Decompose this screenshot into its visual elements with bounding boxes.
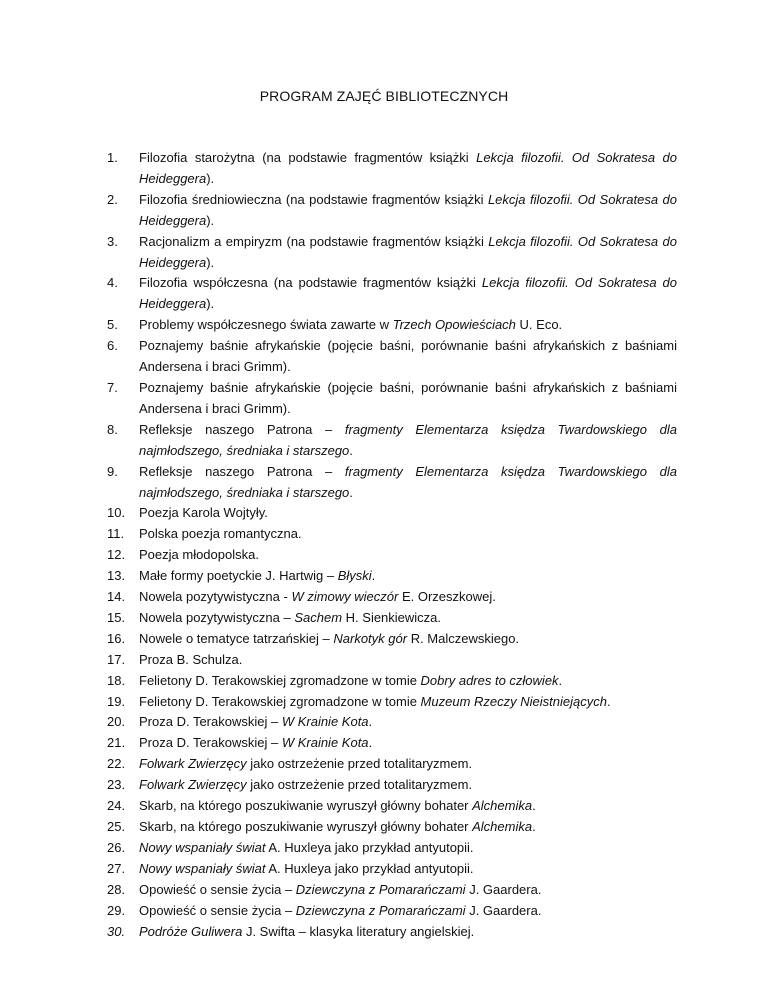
item-text: Polska poezja romantyczna. <box>139 526 302 542</box>
list-item <box>107 901 677 922</box>
list-item <box>107 148 677 190</box>
item-number: 27. <box>107 860 126 876</box>
item-number: 15. <box>107 609 126 625</box>
item-number: 7. <box>107 379 118 395</box>
list-item <box>107 796 677 817</box>
item-text: Filozofia współczesna (na podstawie fragmentów książki <box>139 275 482 291</box>
item-number: 17. <box>107 651 126 667</box>
item-number: 22. <box>107 756 126 772</box>
list-item <box>107 922 677 943</box>
item-number: 9. <box>107 463 118 479</box>
item-text: Poznajemy baśnie afrykańskie (pojęcie baśni, porównanie baśni afrykańskich z baśniami Andersena i braci Grimm). <box>139 338 677 375</box>
list-item <box>107 462 677 504</box>
page-title: PROGRAM ZAJĘĆ BIBLIOTECZNYCH <box>259 88 509 104</box>
item-title-text: Folwark Zwierzęcy <box>139 756 247 772</box>
list-item <box>107 608 677 629</box>
item-text: A. Huxleya jako przykład antyutopii. <box>265 860 474 876</box>
item-text: . <box>368 735 373 751</box>
list-item <box>107 190 677 232</box>
item-number: 24. <box>107 798 126 814</box>
item-text: Skarb, na którego poszukiwanie wyruszył główny bohater <box>139 798 473 814</box>
item-title-text: Błyski <box>337 568 372 584</box>
item-text: Opowieść o sensie życia – <box>139 902 296 918</box>
item-title-text: Lekcja filozofii. Od Sokratesa do Heideggera <box>139 150 677 186</box>
item-title-text: Alchemika <box>472 798 533 814</box>
item-text: Filozofia średniowieczna (na podstawie fragmentów książki <box>139 191 488 207</box>
item-text: Problemy współczesnego świata zawarte w <box>139 317 393 333</box>
item-text: jako ostrzeżenie przed totalitaryzmem. <box>246 777 473 793</box>
item-number: 3. <box>107 233 118 249</box>
item-title-text: Nowy wspaniały świat <box>139 839 266 855</box>
list-item <box>107 545 677 566</box>
item-number: 8. <box>107 421 118 437</box>
item-number: 25. <box>107 819 126 834</box>
list-item <box>107 859 677 880</box>
list-item <box>107 503 677 524</box>
item-title-text: fragmenty Elementarza księdza Twardowskiego dla najmłodszego, średniaka i starszego <box>139 463 677 500</box>
list-item <box>107 336 677 378</box>
list-item <box>107 315 677 336</box>
item-text: J. Swifta – klasyka literatury angielskiej. <box>242 923 475 939</box>
item-text: R. Malczewskiego. <box>407 630 520 646</box>
item-text: Poezja Karola Wojtyły. <box>139 505 268 521</box>
item-text: Refleksje naszego Patrona – <box>139 463 345 479</box>
list-item <box>107 775 677 796</box>
item-text: J. Gaardera. <box>465 881 542 897</box>
item-title-text: Lekcja filozofii. Od Sokratesa do Heideggera <box>139 191 677 228</box>
list-item <box>107 650 677 671</box>
item-text: Racjonalizm a empiryzm (na podstawie fragmentów książki <box>139 233 489 249</box>
item-number: 16. <box>107 630 126 646</box>
item-text: J. Gaardera. <box>465 902 542 918</box>
list-item <box>107 232 677 274</box>
item-text: Felietony D. Terakowskiej zgromadzone w tomie <box>139 693 421 709</box>
item-text: ). <box>206 254 215 270</box>
item-text: H. Sienkiewicza. <box>342 609 442 625</box>
item-text: Nowela pozytywistyczna - <box>139 589 292 605</box>
item-title-text: Dziewczyna z Pomarańczami <box>295 881 466 897</box>
item-text: jako ostrzeżenie przed totalitaryzmem. <box>246 756 473 772</box>
list-item <box>107 420 677 462</box>
item-text: Proza D. Terakowskiej – <box>139 714 282 730</box>
item-title-text: Dziewczyna z Pomarańczami <box>295 902 466 918</box>
item-title-text: Podróże Guliwera <box>139 923 243 939</box>
item-number: 12. <box>107 547 126 563</box>
item-title-text: Nowy wspaniały świat <box>139 860 266 876</box>
item-number: 18. <box>107 672 126 688</box>
list-item <box>107 880 677 901</box>
item-title-text: Folwark Zwierzęcy <box>139 777 247 793</box>
item-number: 4. <box>107 275 118 291</box>
item-text: Felietony D. Terakowskiej zgromadzone w tomie <box>139 672 421 688</box>
item-text: ). <box>206 212 215 228</box>
item-number: 14. <box>107 589 126 605</box>
item-text: A. Huxleya jako przykład antyutopii. <box>265 839 474 855</box>
list-item <box>107 754 677 775</box>
list-item <box>107 587 677 608</box>
list-item <box>107 671 677 692</box>
item-text: Poezja młodopolska. <box>139 547 259 563</box>
list-item <box>107 817 677 838</box>
item-title-text: W zimowy wieczór <box>291 589 399 605</box>
item-text: . <box>349 442 353 458</box>
item-text: . <box>532 798 536 814</box>
item-number: 10. <box>107 505 126 521</box>
item-text: . <box>371 568 376 584</box>
item-title-text: Narkotyk gór <box>333 630 408 646</box>
item-number: 19. <box>107 693 126 709</box>
item-text: Małe formy poetyckie J. Hartwig – <box>139 568 338 584</box>
item-number: 20. <box>107 714 126 730</box>
item-title-text: W Krainie Kota <box>281 735 369 751</box>
program-list <box>107 148 677 942</box>
item-number: 28. <box>107 881 126 897</box>
item-text: Poznajemy baśnie afrykańskie (pojęcie baśni, porównanie baśni afrykańskich z baśniami Andersena i braci Grimm). <box>139 379 677 416</box>
item-text: Proza D. Terakowskiej – <box>139 735 282 751</box>
item-number: 6. <box>107 338 118 354</box>
list-item <box>107 692 677 713</box>
item-text: ). <box>206 170 215 186</box>
list-item <box>107 566 677 587</box>
item-number: 21. <box>107 735 126 751</box>
item-text: E. Orzeszkowej. <box>398 589 496 605</box>
item-title-text: Alchemika <box>472 819 533 834</box>
item-text: ). <box>206 296 215 312</box>
item-number: 1. <box>107 150 118 165</box>
list-item <box>107 629 677 650</box>
item-number: 23. <box>107 777 126 793</box>
item-title-text: Lekcja filozofii. Od Sokratesa do Heideggera <box>139 275 677 312</box>
item-text: . <box>558 672 563 688</box>
list-item <box>107 712 677 733</box>
item-text: Nowela pozytywistyczna – <box>139 609 295 625</box>
item-number: 11. <box>107 526 125 542</box>
item-text: Skarb, na którego poszukiwanie wyruszył główny bohater <box>139 819 473 834</box>
item-title-text: W Krainie Kota <box>281 714 369 730</box>
item-title-text: Sachem <box>294 609 343 625</box>
item-title-text: Dobry adres to człowiek <box>420 672 559 688</box>
item-number: 13. <box>107 568 126 584</box>
item-number: 2. <box>107 191 118 207</box>
item-text: U. Eco. <box>515 317 563 333</box>
list-item <box>107 524 677 545</box>
item-number: 30. <box>107 923 126 939</box>
item-title-text: Trzech Opowieściach <box>392 317 516 333</box>
item-text: . <box>606 693 611 709</box>
item-text: . <box>349 484 353 500</box>
item-number: 26. <box>107 839 126 855</box>
list-item <box>107 733 677 754</box>
item-title-text: fragmenty Elementarza księdza Twardowskiego dla najmłodszego, średniaka i starszego <box>139 421 677 458</box>
item-number: 5. <box>107 317 118 333</box>
list-item <box>107 273 677 315</box>
item-text: Refleksje naszego Patrona – <box>139 421 345 437</box>
item-text: . <box>532 819 536 834</box>
item-text: Nowele o tematyce tatrzańskiej – <box>139 630 334 646</box>
item-number: 29. <box>107 902 126 918</box>
item-title-text: Muzeum Rzeczy Nieistniejących <box>420 693 607 709</box>
item-text: Opowieść o sensie życia – <box>139 881 296 897</box>
item-text: Proza B. Schulza. <box>139 651 243 667</box>
item-text: Filozofia starożytna (na podstawie fragmentów książki <box>139 150 477 165</box>
list-item <box>107 378 677 420</box>
list-item <box>107 838 677 859</box>
item-text: . <box>368 714 373 730</box>
item-title-text: Lekcja filozofii. Od Sokratesa do Heideggera <box>139 233 677 270</box>
